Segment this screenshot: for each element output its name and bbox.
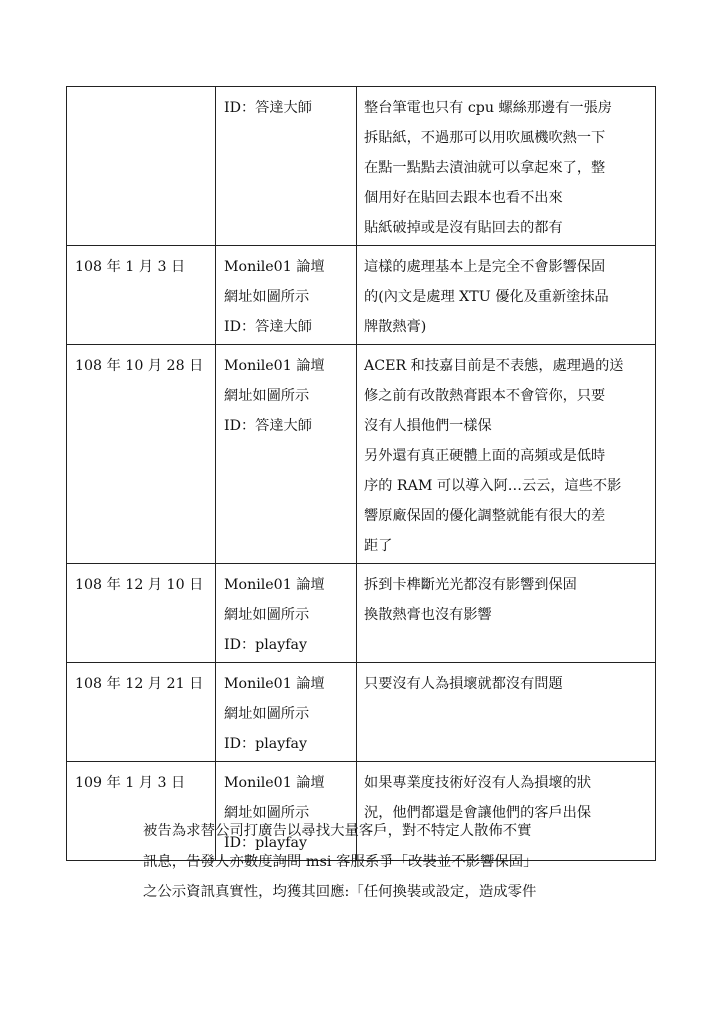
- note-line: 牌散熱膏): [364, 319, 427, 335]
- table-row: [67, 663, 656, 762]
- date-cell: 108 年 12 月 10 日: [67, 564, 216, 663]
- date-cell: 108 年 1 月 3 日: [67, 246, 216, 345]
- note-cell: [357, 345, 656, 564]
- note-cell: [357, 246, 656, 345]
- note-line: 的(內文是處理 XTU 優化及重新塗抹品: [364, 289, 609, 305]
- source-line: ID：playfay: [224, 637, 307, 653]
- date-cell: 108 年 10 月 28 日: [67, 345, 216, 564]
- note-line: 拆到卡榫斷光光都沒有影響到保固: [364, 577, 577, 593]
- source-line: 網址如圖所示: [224, 706, 310, 722]
- note-line: 如果專業度技術好沒有人為損壞的狀: [364, 775, 592, 791]
- source-line: ID：playfay: [224, 736, 307, 752]
- source-line: 網址如圖所示: [224, 607, 310, 623]
- date-cell: 109 年 1 月 3 日: [67, 762, 216, 861]
- note-line: 個用好在貼回去跟本也看不出來: [364, 190, 563, 206]
- source-line: 網址如圖所示: [224, 805, 310, 821]
- note-line: 整台筆電也只有 cpu 螺絲那邊有一張房: [364, 100, 612, 116]
- source-line: ID：答達大師: [224, 319, 312, 335]
- note-line: 距了: [364, 538, 393, 554]
- source-line: 網址如圖所示: [224, 388, 310, 404]
- source-line: Monile01 論壇: [224, 676, 325, 692]
- source-cell: [216, 345, 357, 564]
- source-line: 網址如圖所示: [224, 289, 310, 305]
- source-cell: [216, 564, 357, 663]
- source-cell: [216, 663, 357, 762]
- evidence-table: [66, 86, 656, 861]
- paragraph-line: 被告為求替公司打廣告以尋找大量客戶，對不特定人散佈不實: [143, 823, 532, 839]
- note-line: 序的 RAM 可以導入阿…云云，這些不影: [364, 478, 622, 494]
- source-line: ID：playfay: [224, 835, 307, 851]
- paragraph-line: 之公示資訊真實性，均獲其回應:「任何換裝或設定，造成零件: [143, 884, 537, 900]
- note-line: 換散熱膏也沒有影響: [364, 607, 492, 623]
- table-row: [67, 87, 656, 246]
- body-paragraph: [143, 816, 633, 908]
- source-line: Monile01 論壇: [224, 358, 325, 374]
- source-line: ID：答達大師: [224, 100, 312, 116]
- note-line: 修之前有改散熱膏跟本不會管你，只要: [364, 388, 606, 404]
- note-cell: [357, 87, 656, 246]
- note-line: 另外還有真正硬體上面的高頻或是低時: [364, 448, 606, 464]
- source-cell: [216, 87, 357, 246]
- source-line: Monile01 論壇: [224, 259, 325, 275]
- date-cell: 108 年 12 月 21 日: [67, 663, 216, 762]
- note-line: 這樣的處理基本上是完全不會影響保固: [364, 259, 606, 275]
- note-line: 沒有人損他們一樣保: [364, 418, 492, 434]
- source-line: ID：答達大師: [224, 418, 312, 434]
- note-line: 貼紙破掉或是沒有貼回去的都有: [364, 220, 563, 236]
- table-row: [67, 246, 656, 345]
- note-line: ACER 和技嘉目前是不表態，處理過的送: [364, 358, 624, 374]
- paragraph-line: 訊息，告發人亦數度詢問 msi 客服系爭「改裝並不影響保固」: [143, 853, 538, 870]
- date-cell: [67, 87, 216, 246]
- note-line: 拆貼紙，不過那可以用吹風機吹熱一下: [364, 130, 606, 146]
- source-line: Monile01 論壇: [224, 577, 325, 593]
- source-cell: [216, 246, 357, 345]
- source-line: Monile01 論壇: [224, 775, 325, 791]
- note-cell: [357, 564, 656, 663]
- note-line: 在點一點點去漬油就可以拿起來了，整: [364, 160, 606, 176]
- table-row: [67, 345, 656, 564]
- table-row: [67, 564, 656, 663]
- note-line: 況，他們都還是會讓他們的客戶出保: [364, 805, 592, 821]
- note-cell: [357, 663, 656, 762]
- note-line: 只要沒有人為損壞就都沒有問題: [364, 676, 563, 692]
- note-line: 響原廠保固的優化調整就能有很大的差: [364, 508, 606, 524]
